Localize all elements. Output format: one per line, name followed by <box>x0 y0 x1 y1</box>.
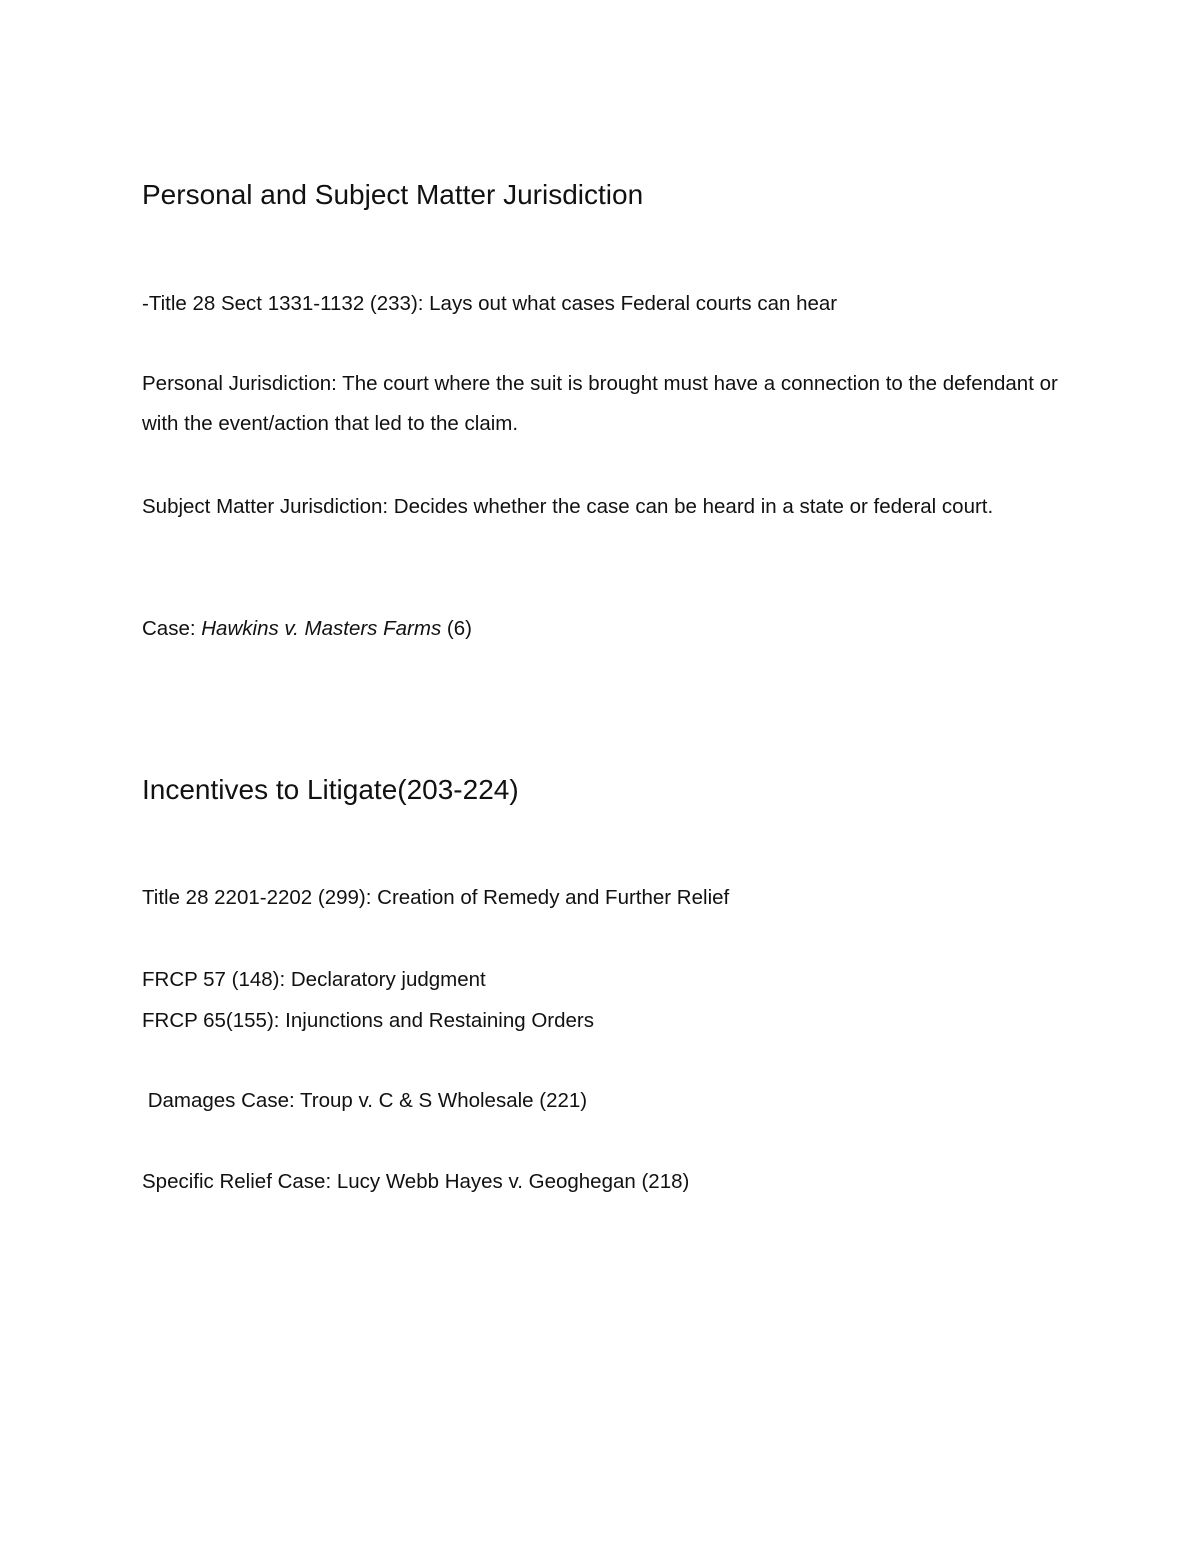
case-line-hawkins <box>142 609 1072 649</box>
damages-case-line: Damages Case: Troup v. C & S Wholesale (221) <box>142 1089 588 1112</box>
frcp-57-line: FRCP 57 (148): Declaratory judgment <box>142 968 486 991</box>
specific-relief-case-line: Specific Relief Case: Lucy Webb Hayes v. Geoghegan (218) <box>142 1170 690 1193</box>
case-prefix: Case: <box>142 617 202 640</box>
frcp-65-line: FRCP 65(155): Injunctions and Restaining Orders <box>142 1009 594 1032</box>
title-28-2201-line: Title 28 2201-2202 (299): Creation of Remedy and Further Relief <box>142 886 730 909</box>
section-heading-jurisdiction: Personal and Subject Matter Jurisdiction <box>142 179 644 210</box>
personal-jurisdiction-paragraph: Personal Jurisdiction: The court where the suit is brought must have a connection to the defendant or with the event/action that led to the claim. <box>142 372 1058 435</box>
case-name-hawkins: Hawkins v. Masters Farms <box>201 617 442 640</box>
title-28-sect-1331-line: -Title 28 Sect 1331-1132 (233): Lays out what cases Federal courts can hear <box>142 292 838 315</box>
case-suffix: (6) <box>441 617 472 640</box>
subject-matter-jurisdiction-paragraph: Subject Matter Jurisdiction: Decides whether the case can be heard in a state or federal court. <box>142 495 994 518</box>
section-heading-incentives: Incentives to Litigate(203-224) <box>142 774 519 805</box>
